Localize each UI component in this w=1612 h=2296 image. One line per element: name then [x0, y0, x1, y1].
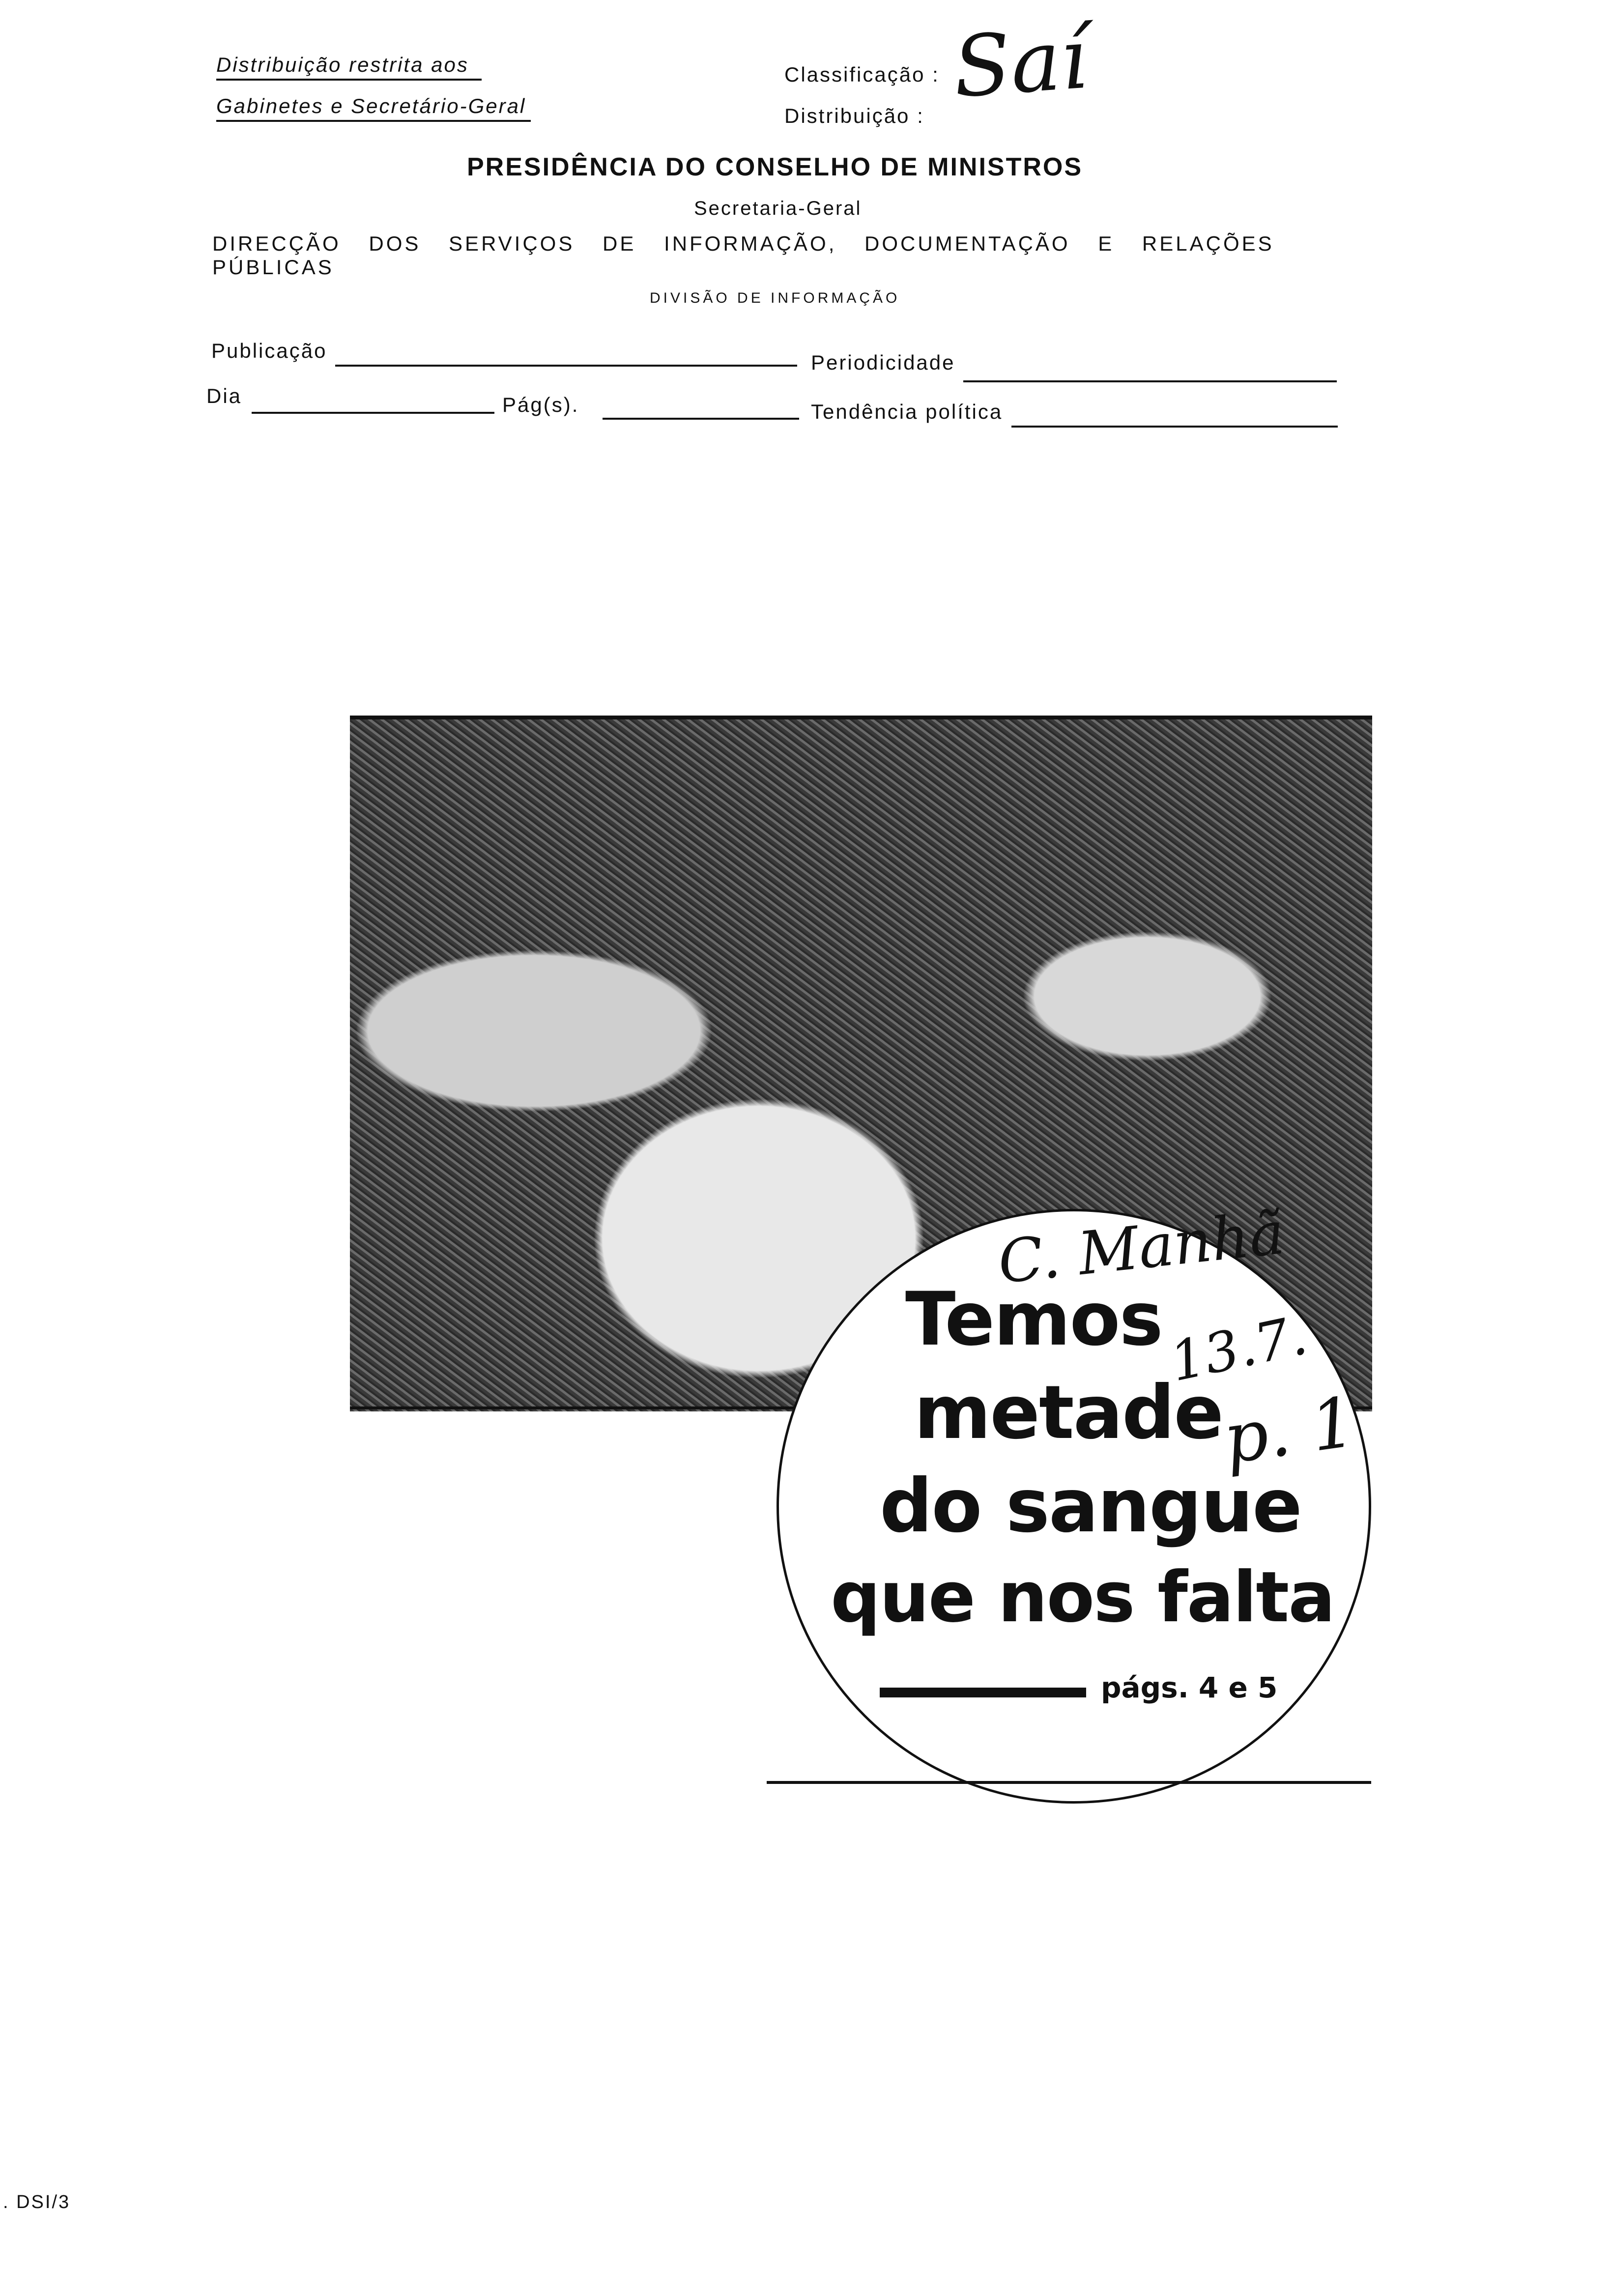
pags-label: Pág(s).: [502, 393, 579, 416]
tendencia-field: [1011, 426, 1338, 428]
classificacao-handwritten: Saí: [950, 10, 1091, 117]
clipping-bottom-rule: [767, 1781, 1371, 1784]
form-code: . DSI/3: [3, 2192, 71, 2212]
periodicidade-field: [963, 380, 1337, 382]
pags-field: [603, 418, 799, 420]
publicacao-label: Publicação: [211, 339, 327, 362]
pages-ref: págs. 4 e 5: [1101, 1671, 1278, 1704]
distribution-line-1: Distribuição restrita aos: [216, 53, 482, 81]
page-subtitle: Secretaria-Geral: [694, 198, 862, 219]
distribution-line-2: Gabinetes e Secretário-Geral: [216, 94, 531, 122]
pages-ref-bar: [880, 1688, 1086, 1697]
distribuicao-label: Distribuição :: [784, 104, 924, 127]
headline-line-2: metade: [914, 1370, 1223, 1456]
classificacao-label: Classificação :: [784, 63, 940, 86]
handwritten-source: C. Manhã: [995, 1199, 1288, 1297]
directorate-line: DIRECÇÃO DOS SERVIÇOS DE INFORMAÇÃO, DOCUMENTAÇÃO E RELAÇÕES PÚBLICAS: [212, 232, 1274, 279]
headline-line-3: do sangue: [880, 1464, 1301, 1549]
headline-line-4: que nos falta: [831, 1557, 1335, 1638]
periodicidade-label: Periodicidade: [811, 351, 955, 374]
dia-label: Dia: [206, 384, 242, 407]
headline-line-1: Temos: [905, 1277, 1162, 1362]
tendencia-label: Tendência política: [811, 400, 1003, 423]
publicacao-field: [335, 365, 797, 367]
page-title: PRESIDÊNCIA DO CONSELHO DE MINISTROS: [467, 153, 1083, 181]
dia-field: [252, 412, 494, 414]
handwritten-page: p. 1: [1218, 1382, 1360, 1480]
division-line: DIVISÃO DE INFORMAÇÃO: [650, 290, 900, 306]
handwritten-date: 13.7.: [1164, 1303, 1313, 1394]
